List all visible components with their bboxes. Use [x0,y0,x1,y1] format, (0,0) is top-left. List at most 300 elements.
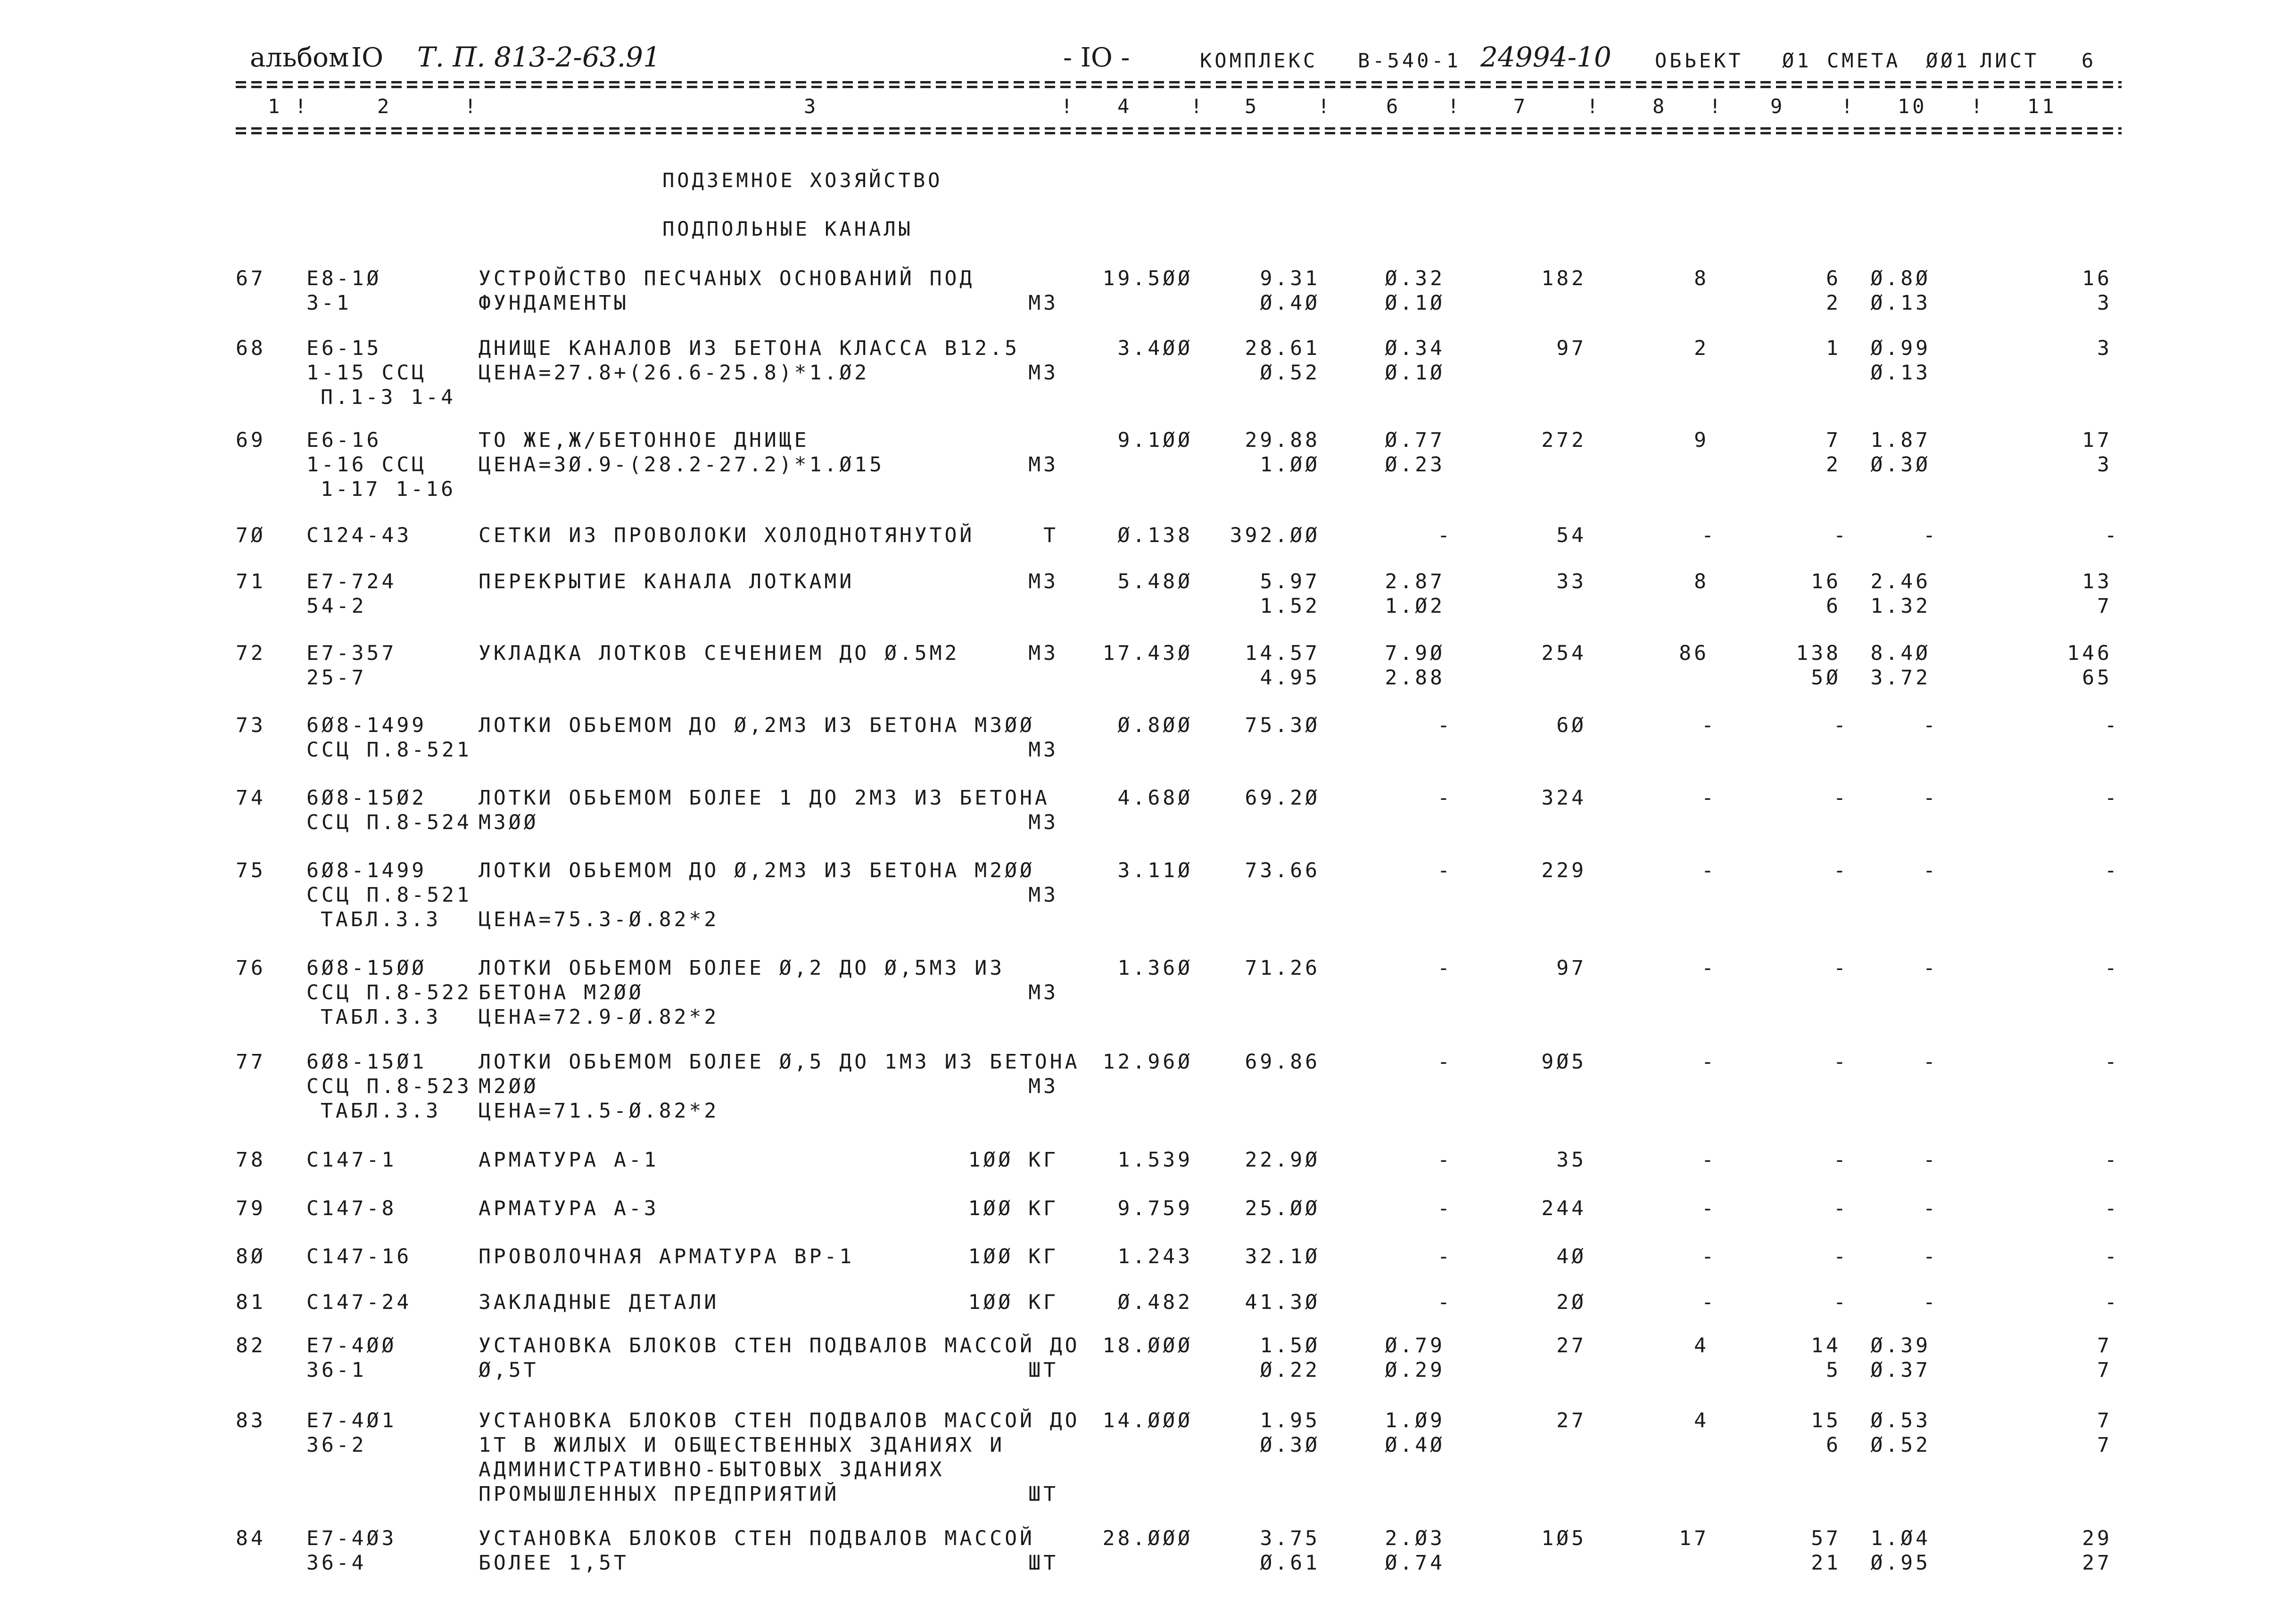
row-labor-total: 16 [2082,267,2112,290]
column-number-6: 6 [1386,95,1401,118]
row-description: АДМИНИСТРАТИВНО-БЫТОВЫХ ЗДАНИЯХ [479,1458,945,1481]
sheet-value: 6 [2081,49,2097,72]
estimate-label: СМЕТА [1827,49,1901,72]
row-unit: Т [1043,524,1058,547]
row-wage-total: - [1701,1197,1717,1220]
album-label: альбом [250,42,349,73]
column-separator: ! [1318,95,1333,118]
row-wage-price: Ø.4Ø [1385,1433,1445,1457]
row-code: 1-16 ССЦ [306,453,427,477]
row-machine-total: 6 [1826,267,1841,290]
row-unit: ШТ [1028,1358,1058,1382]
row-machine-total: 1 [1826,337,1841,360]
row-wage-price: 2.Ø3 [1385,1527,1445,1550]
row-quantity: 3.4ØØ [1117,337,1193,360]
row-unit-price: Ø.52 [1260,361,1320,385]
row-labor-coefficient: 1.32 [1870,594,1931,618]
column-separator: ! [295,95,310,118]
column-number-1: 1 [268,95,283,118]
row-number: 74 [236,786,266,810]
row-labor-coefficient: 2.46 [1870,570,1931,593]
row-quantity: 19.5ØØ [1102,267,1193,290]
row-description: УСТАНОВКА БЛОКОВ СТЕН ПОДВАЛОВ МАССОЙ ДО [479,1409,1080,1432]
row-quantity: 28.ØØØ [1102,1527,1193,1550]
row-labor-total: - [2105,524,2120,547]
row-unit-price: 25.ØØ [1245,1197,1320,1220]
row-quantity: 1.539 [1117,1148,1193,1172]
row-labor-total: - [2105,1148,2120,1172]
column-separator: ! [1971,95,1986,118]
row-labor-coefficient: 8.4Ø [1870,641,1931,665]
row-machine-total: 15 [1811,1409,1841,1432]
column-number-11: 11 [2027,95,2057,118]
row-code: ТАБЛ.3.3 [321,908,441,931]
row-code: С147-16 [306,1245,412,1268]
row-code: ТАБЛ.3.3 [321,1005,441,1029]
row-wage-total: 4 [1694,1409,1709,1432]
row-machine-total: 14 [1811,1334,1841,1357]
row-description: УКЛАДКА ЛОТКОВ СЕЧЕНИЕМ ДО Ø.5М2 [479,641,960,665]
row-unit: 1ØØ КГ [968,1148,1058,1172]
row-wage-total: 8 [1694,570,1709,593]
row-labor-total: 13 [2082,570,2112,593]
row-code: 3-1 [306,291,352,315]
row-machine-total: 16 [1811,570,1841,593]
row-labor-coefficient: - [1923,524,1938,547]
row-unit: М3 [1028,570,1058,593]
row-labor-total: 7 [2097,1433,2112,1457]
row-description: УСТАНОВКА БЛОКОВ СТЕН ПОДВАЛОВ МАССОЙ ДО [479,1334,1080,1357]
row-labor-total: 7 [2097,594,2112,618]
row-unit: М3 [1028,738,1058,762]
row-total: 272 [1541,428,1586,452]
row-description: ПРОМЫШЛЕННЫХ ПРЕДПРИЯТИЙ [479,1482,840,1506]
row-total: 9Ø5 [1541,1050,1586,1074]
row-code: С147-24 [306,1291,412,1314]
row-number: 83 [236,1409,266,1432]
row-unit: 1ØØ КГ [968,1197,1058,1220]
row-wage-total: - [1701,714,1717,737]
row-labor-total: 7 [2097,1334,2112,1357]
row-description: ЛОТКИ ОБЬЕМОМ ДО Ø,2М3 ИЗ БЕТОНА М3ØØ [479,714,1035,737]
row-number: 84 [236,1527,266,1550]
row-code: Е7-4Ø3 [306,1527,397,1550]
row-unit: М3 [1028,811,1058,834]
row-total: 97 [1556,956,1586,980]
row-wage-price: - [1437,714,1453,737]
row-labor-total: - [2105,1245,2120,1268]
column-number-3: 3 [804,95,819,118]
row-unit: М3 [1028,361,1058,385]
row-wage-price: Ø.1Ø [1385,291,1445,315]
row-machine-total: - [1833,1291,1849,1314]
row-unit: 1ØØ КГ [968,1291,1058,1314]
header-rule-bottom-2 [236,132,2122,134]
row-description: ЦЕНА=3Ø.9-(28.2-27.2)*1.Ø15 [479,453,884,477]
row-code: Е6-16 [306,428,382,452]
row-total: 27 [1556,1409,1586,1432]
row-description: БОЛЕЕ 1,5Т [479,1551,629,1575]
row-labor-coefficient: Ø.37 [1870,1358,1931,1382]
row-unit-price: 41.3Ø [1245,1291,1320,1314]
row-labor-coefficient: - [1923,786,1938,810]
row-total: 2Ø [1556,1291,1586,1314]
row-labor-total: 7 [2097,1358,2112,1382]
row-code: 6Ø8-1499 [306,859,427,882]
complex-number: 24994-10 [1480,41,1611,73]
row-description: ЛОТКИ ОБЬЕМОМ БОЛЕЕ 1 ДО 2М3 ИЗ БЕТОНА [479,786,1050,810]
row-description: Ø,5Т [479,1358,539,1382]
row-wage-price: - [1437,524,1453,547]
row-unit-price: 1.95 [1260,1409,1320,1432]
row-unit-price: 32.1Ø [1245,1245,1320,1268]
row-machine-total: 6 [1826,594,1841,618]
row-unit-price: 75.3Ø [1245,714,1320,737]
row-unit: М3 [1028,981,1058,1004]
row-number: 69 [236,428,266,452]
row-code: 1-15 ССЦ [306,361,427,385]
row-number: 76 [236,956,266,980]
row-labor-total: 65 [2082,666,2112,690]
row-unit-price: 22.9Ø [1245,1148,1320,1172]
row-unit-price: 392.ØØ [1230,524,1320,547]
row-unit-price: 9.31 [1260,267,1320,290]
row-unit-price: Ø.4Ø [1260,291,1320,315]
row-machine-total: 21 [1811,1551,1841,1575]
row-labor-coefficient: Ø.8Ø [1870,267,1931,290]
row-wage-price: - [1437,859,1453,882]
row-description: ТО ЖЕ,Ж/БЕТОННОЕ ДНИЩЕ [479,428,809,452]
row-quantity: 14.ØØØ [1102,1409,1193,1432]
row-labor-coefficient: - [1923,956,1938,980]
row-quantity: 4.68Ø [1117,786,1193,810]
row-wage-total: - [1701,786,1717,810]
row-total: 229 [1541,859,1586,882]
row-description: ПРОВОЛОЧНАЯ АРМАТУРА ВР-1 [479,1245,855,1268]
row-machine-total: - [1833,859,1849,882]
row-code: 1-17 1-16 [321,477,456,501]
row-labor-total: 29 [2082,1527,2112,1550]
row-code: 36-1 [306,1358,367,1382]
row-machine-total: - [1833,714,1849,737]
row-description: ЛОТКИ ОБЬЕМОМ БОЛЕЕ Ø,2 ДО Ø,5М3 ИЗ [479,956,1005,980]
row-number: 72 [236,641,266,665]
column-number-7: 7 [1513,95,1528,118]
row-code: С147-8 [306,1197,397,1220]
row-unit: ШТ [1028,1551,1058,1575]
estimate-value: ØØ1 [1926,49,1970,72]
row-description: ДНИЩЕ КАНАЛОВ ИЗ БЕТОНА КЛАССА В12.5 [479,337,1020,360]
row-code: 54-2 [306,594,367,618]
row-labor-coefficient: Ø.95 [1870,1551,1931,1575]
row-wage-price: - [1437,786,1453,810]
row-labor-coefficient: - [1923,1245,1938,1268]
page-number: - IO - [1063,42,1130,73]
row-code: 6Ø8-15Ø2 [306,786,427,810]
column-number-9: 9 [1770,95,1785,118]
column-number-10: 10 [1898,95,1927,118]
row-wage-price: - [1437,1050,1453,1074]
row-wage-total: - [1701,1148,1717,1172]
row-wage-price: 1.Ø9 [1385,1409,1445,1432]
row-code: ССЦ П.8-521 [306,883,472,907]
row-labor-total: 7 [2097,1409,2112,1432]
row-description: ЦЕНА=72.9-Ø.82*2 [479,1005,719,1029]
row-quantity: 9.759 [1117,1197,1193,1220]
row-unit: 1ØØ КГ [968,1245,1058,1268]
row-code: Е6-15 [306,337,382,360]
row-wage-price: Ø.29 [1385,1358,1445,1382]
sheet-label: ЛИСТ [1980,49,2040,72]
row-wage-total: 86 [1679,641,1709,665]
row-labor-coefficient: Ø.13 [1870,291,1931,315]
row-machine-total: - [1833,524,1849,547]
row-unit-price: 69.86 [1245,1050,1320,1074]
row-labor-total: - [2105,1291,2120,1314]
row-code: ССЦ П.8-521 [306,738,472,762]
row-wage-total: - [1701,524,1717,547]
row-description: АРМАТУРА А-3 [479,1197,659,1220]
row-unit-price: 14.57 [1245,641,1320,665]
row-quantity: 1.36Ø [1117,956,1193,980]
row-number: 8Ø [236,1245,266,1268]
row-labor-coefficient: Ø.13 [1870,361,1931,385]
row-code: 25-7 [306,666,367,690]
row-wage-total: - [1701,1291,1717,1314]
row-quantity: 17.43Ø [1102,641,1193,665]
column-separator: ! [1447,95,1462,118]
row-wage-price: Ø.79 [1385,1334,1445,1357]
row-wage-price: Ø.34 [1385,337,1445,360]
row-number: 71 [236,570,266,593]
row-code: Е7-4Ø1 [306,1409,397,1432]
row-labor-coefficient: Ø.99 [1870,337,1931,360]
row-code: ССЦ П.8-524 [306,811,472,834]
row-machine-total: - [1833,1148,1849,1172]
column-separator: ! [1841,95,1856,118]
row-unit-price: Ø.22 [1260,1358,1320,1382]
row-labor-coefficient: Ø.3Ø [1870,453,1931,477]
row-unit-price: 69.2Ø [1245,786,1320,810]
row-unit-price: 29.88 [1245,428,1320,452]
row-total: 27 [1556,1334,1586,1357]
row-unit-price: 3.75 [1260,1527,1320,1550]
row-unit-price: 1.52 [1260,594,1320,618]
row-labor-total: 17 [2082,428,2112,452]
row-quantity: Ø.138 [1117,524,1193,547]
row-labor-total: - [2105,956,2120,980]
row-code: 6Ø8-15Ø1 [306,1050,427,1074]
row-quantity: Ø.8ØØ [1117,714,1193,737]
row-labor-total: - [2105,714,2120,737]
row-labor-coefficient: - [1923,859,1938,882]
row-code: 6Ø8-1499 [306,714,427,737]
row-wage-total: 17 [1679,1527,1709,1550]
row-number: 77 [236,1050,266,1074]
row-labor-coefficient: 1.Ø4 [1870,1527,1931,1550]
row-total: 324 [1541,786,1586,810]
column-separator: ! [1061,95,1076,118]
row-labor-coefficient: - [1923,1291,1938,1314]
row-total: 244 [1541,1197,1586,1220]
row-total: 6Ø [1556,714,1586,737]
row-unit: М3 [1028,883,1058,907]
row-wage-price: Ø.74 [1385,1551,1445,1575]
row-total: 97 [1556,337,1586,360]
row-number: 82 [236,1334,266,1357]
row-number: 79 [236,1197,266,1220]
row-labor-total: 3 [2097,453,2112,477]
row-quantity: 1.243 [1117,1245,1193,1268]
header-rule-bottom [236,127,2122,130]
row-wage-price: 2.88 [1385,666,1445,690]
row-machine-total: 5Ø [1811,666,1841,690]
row-unit-price: 1.5Ø [1260,1334,1320,1357]
row-machine-total: - [1833,1197,1849,1220]
row-number: 81 [236,1291,266,1314]
column-number-2: 2 [377,95,392,118]
row-wage-total: - [1701,956,1717,980]
row-number: 67 [236,267,266,290]
row-labor-total: - [2105,1050,2120,1074]
row-wage-price: - [1437,1245,1453,1268]
row-total: 33 [1556,570,1586,593]
row-machine-total: 7 [1826,428,1841,452]
row-unit: ШТ [1028,1482,1058,1506]
row-quantity: Ø.482 [1117,1291,1193,1314]
row-wage-price: - [1437,1148,1453,1172]
row-number: 75 [236,859,266,882]
row-wage-total: 9 [1694,428,1709,452]
header-rule-top-2 [236,86,2122,88]
row-labor-total: 3 [2097,337,2112,360]
row-description: УСТРОЙСТВО ПЕСЧАНЫХ ОСНОВАНИЙ ПОД [479,267,975,290]
row-unit-price: 4.95 [1260,666,1320,690]
row-machine-total: 2 [1826,291,1841,315]
row-description: УСТАНОВКА БЛОКОВ СТЕН ПОДВАЛОВ МАССОЙ [479,1527,1035,1550]
row-wage-price: 1.Ø2 [1385,594,1445,618]
row-labor-total: - [2105,786,2120,810]
row-labor-coefficient: - [1923,1050,1938,1074]
row-labor-coefficient: - [1923,1197,1938,1220]
row-unit: М3 [1028,1075,1058,1098]
row-wage-price: Ø.77 [1385,428,1445,452]
row-wage-price: - [1437,956,1453,980]
row-labor-total: 27 [2082,1551,2112,1575]
row-unit-price: 28.61 [1245,337,1320,360]
row-labor-coefficient: - [1923,714,1938,737]
row-description: ЦЕНА=71.5-Ø.82*2 [479,1099,719,1123]
row-labor-coefficient: Ø.39 [1870,1334,1931,1357]
column-number-5: 5 [1245,95,1260,118]
object-value: Ø1 [1782,49,1812,72]
row-quantity: 5.48Ø [1117,570,1193,593]
row-machine-total: 138 [1796,641,1841,665]
row-labor-coefficient: - [1923,1148,1938,1172]
row-unit: М3 [1028,291,1058,315]
column-number-4: 4 [1117,95,1132,118]
row-description: ЛОТКИ ОБЬЕМОМ БОЛЕЕ Ø,5 ДО 1М3 ИЗ БЕТОНА [479,1050,1080,1074]
row-unit-price: 71.26 [1245,956,1320,980]
row-machine-total: - [1833,956,1849,980]
row-machine-total: - [1833,1245,1849,1268]
row-description: СЕТКИ ИЗ ПРОВОЛОКИ ХОЛОДНОТЯНУТОЙ [479,524,975,547]
row-machine-total: - [1833,786,1849,810]
row-labor-total: 146 [2067,641,2112,665]
row-code: П.1-3 1-4 [321,386,456,409]
row-machine-total: 5 [1826,1358,1841,1382]
row-unit: М3 [1028,453,1058,477]
row-description: М2ØØ [479,1075,539,1098]
header-rule-top [236,81,2122,83]
column-separator: ! [1709,95,1724,118]
row-wage-price: Ø.32 [1385,267,1445,290]
row-machine-total: 57 [1811,1527,1841,1550]
complex-label: КОМПЛЕКС [1200,49,1318,72]
row-quantity: 12.96Ø [1102,1050,1193,1074]
row-machine-total: 2 [1826,453,1841,477]
row-description: АРМАТУРА А-1 [479,1148,659,1172]
row-description: 1Т В ЖИЛЫХ И ОБЩЕСТВЕННЫХ ЗДАНИЯХ И [479,1433,1005,1457]
row-labor-total: 3 [2097,291,2112,315]
row-wage-price: 2.87 [1385,570,1445,593]
row-total: 254 [1541,641,1586,665]
row-code: С147-1 [306,1148,397,1172]
row-labor-total: - [2105,1197,2120,1220]
row-quantity: 18.ØØØ [1102,1334,1193,1357]
row-description: ЦЕНА=27.8+(26.6-25.8)*1.Ø2 [479,361,870,385]
row-code: 36-2 [306,1433,367,1457]
row-wage-price: 7.9Ø [1385,641,1445,665]
row-labor-coefficient: Ø.52 [1870,1433,1931,1457]
row-code: Е7-724 [306,570,397,593]
row-unit-price: 1.ØØ [1260,453,1320,477]
row-labor-coefficient: 1.87 [1870,428,1931,452]
row-labor-coefficient: Ø.53 [1870,1409,1931,1432]
row-unit-price: 5.97 [1260,570,1320,593]
row-description: БЕТОНА М2ØØ [479,981,644,1004]
row-code: 6Ø8-15ØØ [306,956,427,980]
row-labor-coefficient: 3.72 [1870,666,1931,690]
column-separator: ! [1190,95,1206,118]
section-title: ПОДЗЕМНОЕ ХОЗЯЙСТВО [662,169,943,192]
row-wage-total: 8 [1694,267,1709,290]
row-total: 1Ø5 [1541,1527,1586,1550]
row-wage-price: - [1437,1291,1453,1314]
row-wage-total: - [1701,859,1717,882]
row-quantity: 3.11Ø [1117,859,1193,882]
row-number: 73 [236,714,266,737]
album-number: IO [351,42,384,73]
row-wage-price: Ø.1Ø [1385,361,1445,385]
row-code: С124-43 [306,524,412,547]
row-wage-total: 2 [1694,337,1709,360]
row-unit-price: 73.66 [1245,859,1320,882]
object-label: ОБЬЕКТ [1655,49,1743,72]
row-unit-price: Ø.61 [1260,1551,1320,1575]
row-labor-total: - [2105,859,2120,882]
column-separator: ! [464,95,479,118]
row-description: ЦЕНА=75.3-Ø.82*2 [479,908,719,931]
row-machine-total: 6 [1826,1433,1841,1457]
row-description: М3ØØ [479,811,539,834]
column-separator: ! [1586,95,1602,118]
row-total: 182 [1541,267,1586,290]
row-code: ССЦ П.8-523 [306,1075,472,1098]
row-code: Е7-4ØØ [306,1334,397,1357]
row-code: ССЦ П.8-522 [306,981,472,1004]
row-wage-price: - [1437,1197,1453,1220]
